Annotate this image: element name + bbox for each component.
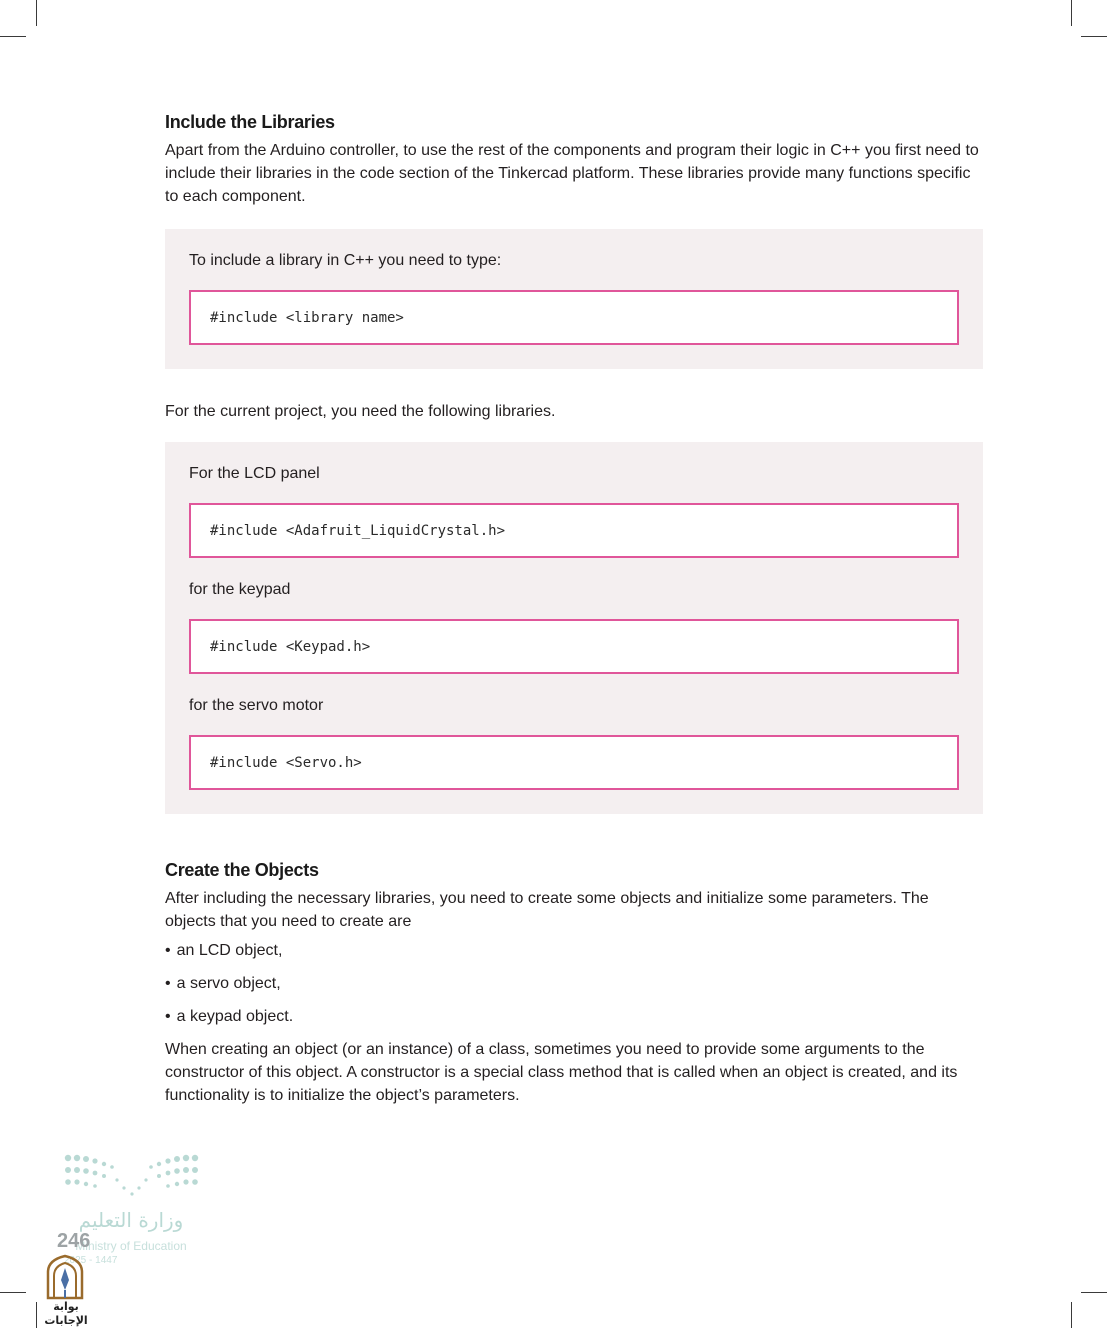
code-include-syntax: #include <library name> — [189, 290, 959, 345]
constructor-paragraph: When creating an object (or an instance) of a class, sometimes you need to provide some arguments to the constructor of this object. A constructor is a special class method that is called when an object is created, and its functionality is to initialize the object’s parameters. — [165, 1041, 958, 1104]
crop-mark — [1071, 1302, 1072, 1328]
section-heading-libraries: Include the Libraries — [165, 112, 335, 132]
crop-mark — [1081, 36, 1107, 37]
list-item: • an LCD object, — [165, 939, 983, 962]
crop-mark — [0, 1292, 26, 1293]
crop-mark — [1071, 0, 1072, 26]
list-item: • a servo object, — [165, 972, 983, 995]
section-heading-objects: Create the Objects — [165, 860, 319, 880]
site-logo-icon — [44, 1254, 86, 1300]
list-item: • a keypad object. — [165, 1005, 983, 1028]
code-include-servo: #include <Servo.h> — [189, 735, 959, 790]
libraries-paragraph: Apart from the Arduino controller, to use the rest of the components and program their logic in C++ you first need to include their libraries in the code section of the Tinkercad platform. These libraries provide many functions specific to each component. — [165, 142, 979, 205]
ministry-logo-dots — [62, 1150, 202, 1198]
page-number: 246 — [57, 1230, 91, 1252]
objects-paragraph: After including the necessary libraries, you need to create some objects and initialize some parameters. The objects that you need to create are — [165, 890, 929, 930]
crop-mark — [1081, 1292, 1107, 1293]
ministry-name-arabic: وزارة التعليم — [78, 1208, 184, 1232]
page-content — [165, 112, 983, 1107]
page-footer — [30, 1150, 210, 1327]
keypad-library-label: for the keypad — [189, 581, 291, 598]
code-include-keypad: #include <Keypad.h> — [189, 619, 959, 674]
crop-mark — [36, 0, 37, 26]
include-syntax-label: To include a library in C++ you need to type: — [189, 252, 502, 269]
objects-list — [165, 939, 983, 1028]
lcd-library-label: For the LCD panel — [189, 465, 320, 482]
crop-mark — [0, 36, 26, 37]
libraries-intro: For the current project, you need the following libraries. — [165, 403, 556, 420]
ministry-name-english: Ministry of Education — [75, 1239, 187, 1253]
libraries-box — [165, 442, 983, 814]
site-name-arabic: بوابة الإجابات — [44, 1300, 88, 1327]
servo-library-label: for the servo motor — [189, 697, 324, 714]
code-include-lcd: #include <Adafruit_LiquidCrystal.h> — [189, 503, 959, 558]
ministry-years: 2025 - 1447 — [64, 1255, 118, 1266]
include-syntax-box — [165, 229, 983, 369]
